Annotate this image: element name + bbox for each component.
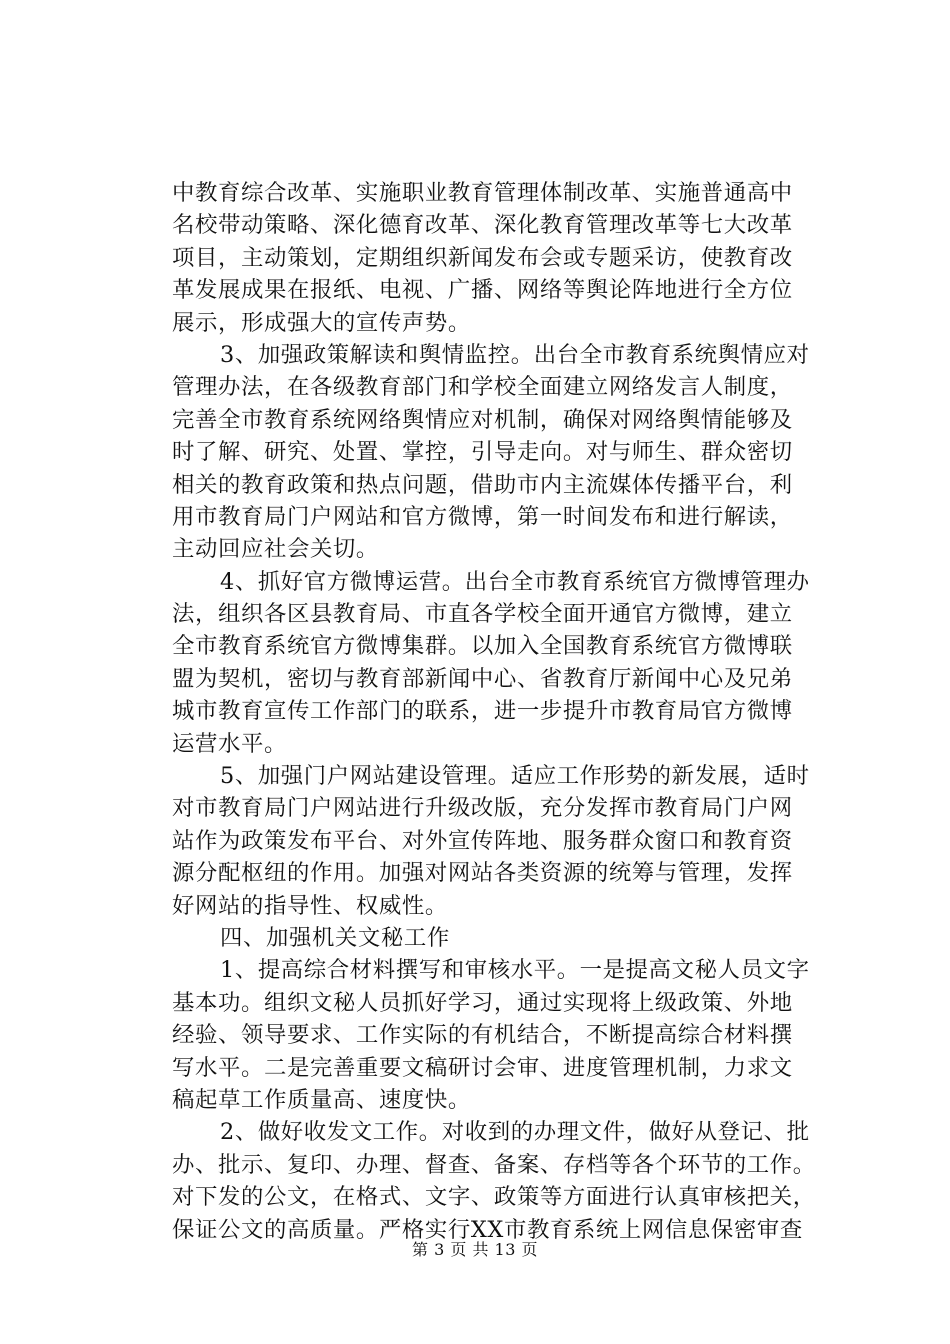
paragraph-start-line: 5、加强门户网站建设管理。适应工作形势的新发展，适时: [174, 763, 810, 790]
text-line: 盟为契机，密切与教育部新闻中心、省教育厅新闻中心及兄弟: [172, 665, 793, 692]
document-body: [172, 177, 816, 1246]
text-line: 运营水平。: [172, 730, 287, 757]
text-line: 保证公文的高质量。严格实行XX市教育系统上网信息保密审查: [172, 1216, 803, 1243]
text-line: 经验、领导要求、工作实际的有机结合，不断提高综合材料撰: [172, 1022, 793, 1049]
text-line: 办、批示、复印、办理、督查、备案、存档等各个环节的工作。: [172, 1151, 816, 1178]
text-line: 展示，形成强大的宣传声势。: [172, 309, 471, 336]
text-line: 相关的教育政策和热点问题，借助市内主流媒体传播平台，利: [172, 471, 793, 498]
text-line: 写水平。二是完善重要文稿研讨会审、进度管理机制，力求文: [172, 1054, 793, 1081]
text-line: 项目，主动策划，定期组织新闻发布会或专题采访，使教育改: [172, 244, 793, 271]
text-line: 革发展成果在报纸、电视、广播、网络等舆论阵地进行全方位: [172, 277, 793, 304]
paragraph-start-line: 4、抓好官方微博运营。出台全市教育系统官方微博管理办: [174, 568, 810, 595]
text-line: 名校带动策略、深化德育改革、深化教育管理改革等七大改革: [172, 212, 793, 239]
text-line: 时了解、研究、处置、掌控，引导走向。对与师生、群众密切: [172, 439, 793, 466]
page-number-footer: 第 3 页 共 13 页: [412, 1240, 538, 1259]
paragraph-start-line: 1、提高综合材料撰写和审核水平。一是提高文秘人员文字: [174, 957, 810, 984]
paragraph-start-line: 3、加强政策解读和舆情监控。出台全市教育系统舆情应对: [174, 341, 810, 368]
text-line: 中教育综合改革、实施职业教育管理体制改革、实施普通高中: [172, 180, 793, 206]
text-line: 稿起草工作质量高、速度快。: [172, 1086, 471, 1113]
text-line: 主动回应社会关切。: [172, 536, 379, 563]
text-line: 管理办法，在各级教育部门和学校全面建立网络发言人制度，: [172, 374, 793, 401]
text-line: 站作为政策发布平台、对外宣传阵地、服务群众窗口和教育资: [172, 827, 793, 854]
section-heading: 四、加强机关文秘工作: [174, 924, 450, 951]
text-line: 好网站的指导性、权威性。: [172, 892, 448, 919]
text-line: 完善全市教育系统网络舆情应对机制，确保对网络舆情能够及: [172, 406, 793, 433]
text-line: 源分配枢纽的作用。加强对网站各类资源的统筹与管理，发挥: [172, 860, 793, 887]
text-line: 用市教育局门户网站和官方微博，第一时间发布和进行解读，: [172, 503, 793, 530]
text-line: 城市教育宣传工作部门的联系，进一步提升市教育局官方微博: [172, 698, 793, 725]
text-line: 全市教育系统官方微博集群。以加入全国教育系统官方微博联: [172, 633, 793, 660]
text-line: 基本功。组织文秘人员抓好学习，通过实现将上级政策、外地: [172, 989, 793, 1016]
text-line: 对市教育局门户网站进行升级改版，充分发挥市教育局门户网: [172, 795, 793, 822]
paragraph-start-line: 2、做好收发文工作。对收到的办理文件，做好从登记、批: [174, 1119, 810, 1146]
text-line: 对下发的公文，在格式、文字、政策等方面进行认真审核把关，: [172, 1184, 816, 1211]
text-line: 法，组织各区县教育局、市直各学校全面开通官方微博，建立: [172, 601, 793, 628]
